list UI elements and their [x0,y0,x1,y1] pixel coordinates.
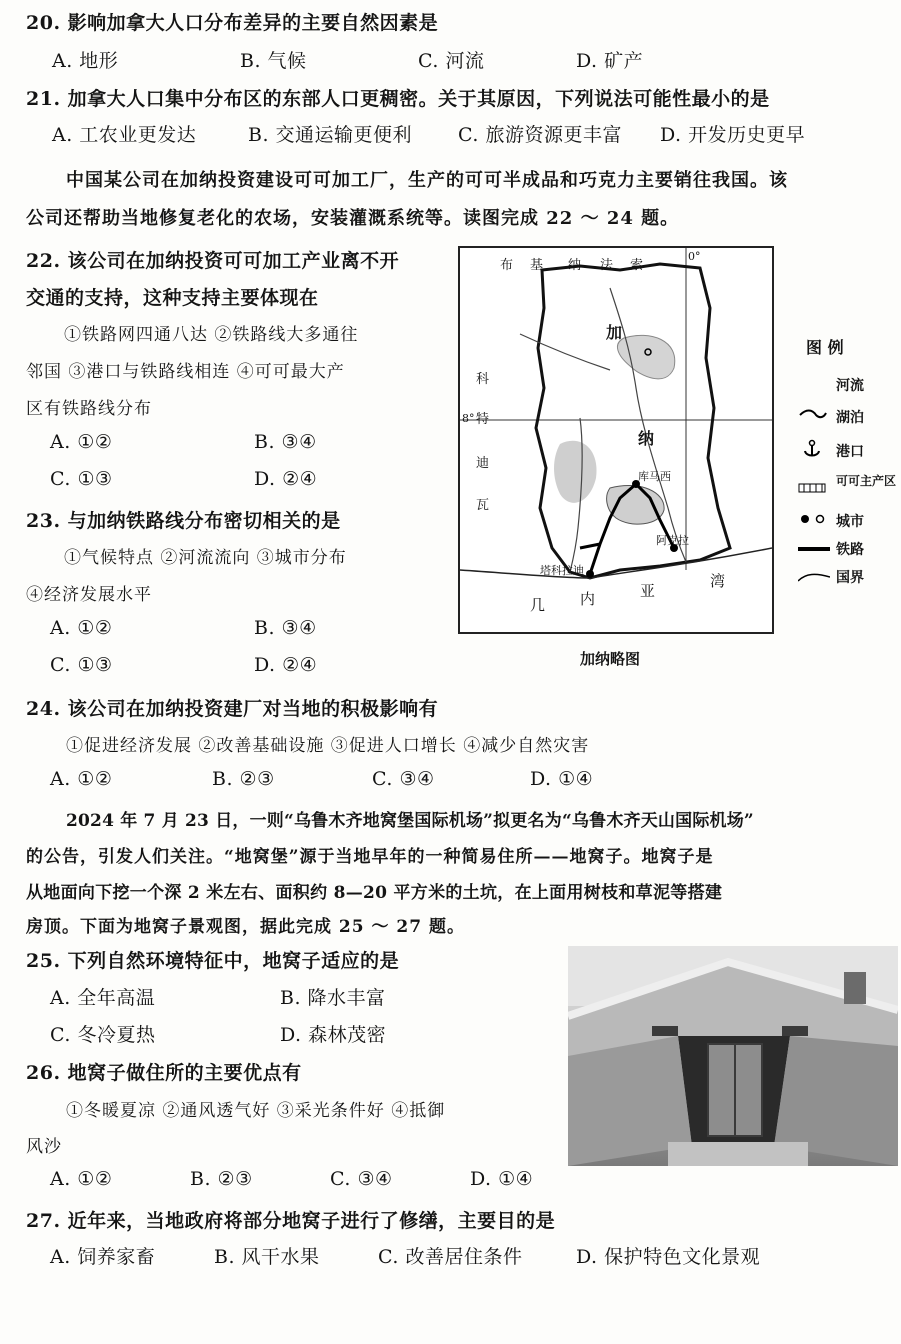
legend-city-label: 城市 [836,514,864,530]
legend-cocoa-label: 可可主产区 [836,474,897,488]
q27-stem: 27. 近年来，当地政府将部分地窝子进行了修缮，主要目的是 [26,1210,556,1232]
diwozi-illustration [568,946,898,1166]
intro2-line1: 2024 年 7 月 23 日，一则“乌鲁木齐地窝堡国际机场”拟更名为“乌鲁木齐天山国际机场” [66,811,754,831]
q23-option-c: C. ①③ [50,654,113,676]
q20-option-d: D. 矿产 [576,50,644,72]
q24-option-a: A. ①② [50,768,113,790]
legend-port-label: 港口 [836,444,864,460]
intro2-line3: 从地面向下挖一个深 2 米左右、面积约 8—20 平方米的土坑，在上面用树枝和草泥等搭建 [26,883,723,903]
legend-railway-label: 铁路 [836,542,864,558]
q21-option-a: A. 工农业更发达 [52,124,197,146]
intro1-line2: 公司还帮助当地修复老化的农场，安装灌溉系统等。读图完成 22 ～ 24 题。 [26,208,680,229]
map-label-gulf-3: 亚 [640,582,656,600]
q22-items-line3: 区有铁路线分布 [26,399,152,419]
q20-option-b: B. 气候 [240,50,307,72]
q25-option-a: A. 全年高温 [50,987,156,1009]
sea-area [460,570,772,632]
q23-option-b: B. ③④ [254,617,317,639]
q26-stem: 26. 地窝子做住所的主要优点有 [26,1062,302,1084]
ghana-border [536,264,730,578]
map-label-burkina-5: 索 [630,258,644,273]
map-legend [796,335,896,595]
q21-option-c: C. 旅游资源更丰富 [458,124,622,146]
map-label-gulf-1: 几 [530,596,546,614]
q23-option-d: D. ②④ [254,654,318,676]
map-label-gulf-4: 湾 [710,572,726,590]
q27-option-b: B. 风干水果 [214,1246,320,1268]
map-label-latitude: 8° [462,412,475,425]
intro1-line1: 中国某公司在加纳投资建设可可加工厂，生产的可可半成品和巧克力主要销往我国。该 [66,170,788,191]
q23-items-line2: ④经济发展水平 [26,585,152,605]
map-label-burkina-1: 布 [500,258,514,273]
q23-option-a: A. ①② [50,617,113,639]
map-label-cote-2: 特 [476,412,490,427]
map-label-ghana-2: 纳 [638,429,655,448]
q25-option-b: B. 降水丰富 [280,987,386,1009]
q20-option-a: A. 地形 [52,50,119,72]
map-label-longitude: 0° [688,250,701,263]
q21-option-b: B. 交通运输更便利 [248,124,413,146]
legend-title: 图 例 [806,338,844,357]
q26-items-line2: 风沙 [26,1137,62,1157]
q22-option-a: A. ①② [50,431,113,453]
q23-items-line1: ①气候特点 ②河流流向 ③城市分布 [64,548,347,568]
ghana-map [458,246,774,634]
q25-option-c: C. 冬冷夏热 [50,1024,156,1046]
map-label-burkina-3: 纳 [568,258,582,273]
q22-option-c: C. ①③ [50,468,113,490]
q26-option-c: C. ③④ [330,1168,393,1190]
q24-stem: 24. 该公司在加纳投资建厂对当地的积极影响有 [26,698,439,720]
anchor-icon [802,439,822,459]
map-label-burkina-2: 基 [530,258,544,273]
map-label-cote-3: 迪 [476,456,490,471]
map-label-cote-4: 瓦 [476,498,490,513]
map-caption: 加纳略图 [580,650,641,668]
railway-icon [798,545,830,553]
cocoa-area-1 [554,441,597,503]
cocoa-area-swatch [798,483,828,493]
river-tributary-1 [520,334,610,370]
q26-option-a: A. ①② [50,1168,113,1190]
city-icon [798,513,828,525]
q23-stem: 23. 与加纳铁路线分布密切相关的是 [26,510,341,532]
map-label-ghana-1: 加 [606,323,623,342]
lake-icon [798,407,828,421]
q26-items-line1: ①冬暖夏凉 ②通风透气好 ③采光条件好 ④抵御 [66,1101,446,1121]
q22-option-d: D. ②④ [254,468,318,490]
map-label-burkina-4: 法 [600,258,614,273]
q22-stem-line1: 22. 该公司在加纳投资可可加工产业离不开 [26,250,400,272]
q22-items-line2: 邻国 ③港口与铁路线相连 ④可可最大产 [26,362,345,382]
map-label-cote-1: 科 [476,372,490,387]
q24-option-b: B. ②③ [212,768,275,790]
legend-river-label: 河流 [836,378,864,394]
q25-stem: 25. 下列自然环境特征中，地窝子适应的是 [26,950,400,972]
q27-option-a: A. 饲养家畜 [50,1246,156,1268]
q25-option-d: D. 森林茂密 [280,1024,387,1046]
city-marker-takoradi [586,570,594,578]
intro2-line4: 房顶。下面为地窝子景观图，据此完成 25 ～ 27 题。 [26,917,465,937]
q20-stem: 20. 影响加拿大人口分布差异的主要自然因素是 [26,12,439,34]
ghana-map-svg [460,248,772,632]
q27-option-c: C. 改善居住条件 [378,1246,523,1268]
map-label-accra: 阿克拉 [656,534,689,547]
q27-option-d: D. 保护特色文化景观 [576,1246,761,1268]
diwozi-photo [568,946,898,1166]
legend-lake-label: 湖泊 [836,410,864,426]
legend-border-label: 国界 [836,570,864,586]
map-label-takoradi: 塔科拉迪 [540,564,584,577]
q21-option-d: D. 开发历史更早 [660,124,806,146]
q26-option-d: D. ①④ [470,1168,534,1190]
q24-option-c: C. ③④ [372,768,435,790]
q22-stem-line2: 交通的支持，这种支持主要体现在 [26,287,319,309]
intro2-line2: 的公告，引发人们关注。“地窝堡”源于当地早年的一种简易住所——地窝子。地窝子是 [26,847,714,867]
q24-items: ①促进经济发展 ②改善基础设施 ③促进人口增长 ④减少自然灾害 [66,736,590,756]
q21-stem: 21. 加拿大人口集中分布区的东部人口更稠密。关于其原因，下列说法可能性最小的是 [26,88,770,110]
map-label-gulf-2: 内 [580,590,596,608]
q22-items-line1: ①铁路网四通八达 ②铁路线大多通往 [64,325,359,345]
q22-option-b: B. ③④ [254,431,317,453]
border-icon [798,571,830,583]
q24-option-d: D. ①④ [530,768,594,790]
railway-branch [580,544,600,548]
q20-option-c: C. 河流 [418,50,485,72]
q26-option-b: B. ②③ [190,1168,253,1190]
map-label-kumasi: 库马西 [638,470,671,483]
